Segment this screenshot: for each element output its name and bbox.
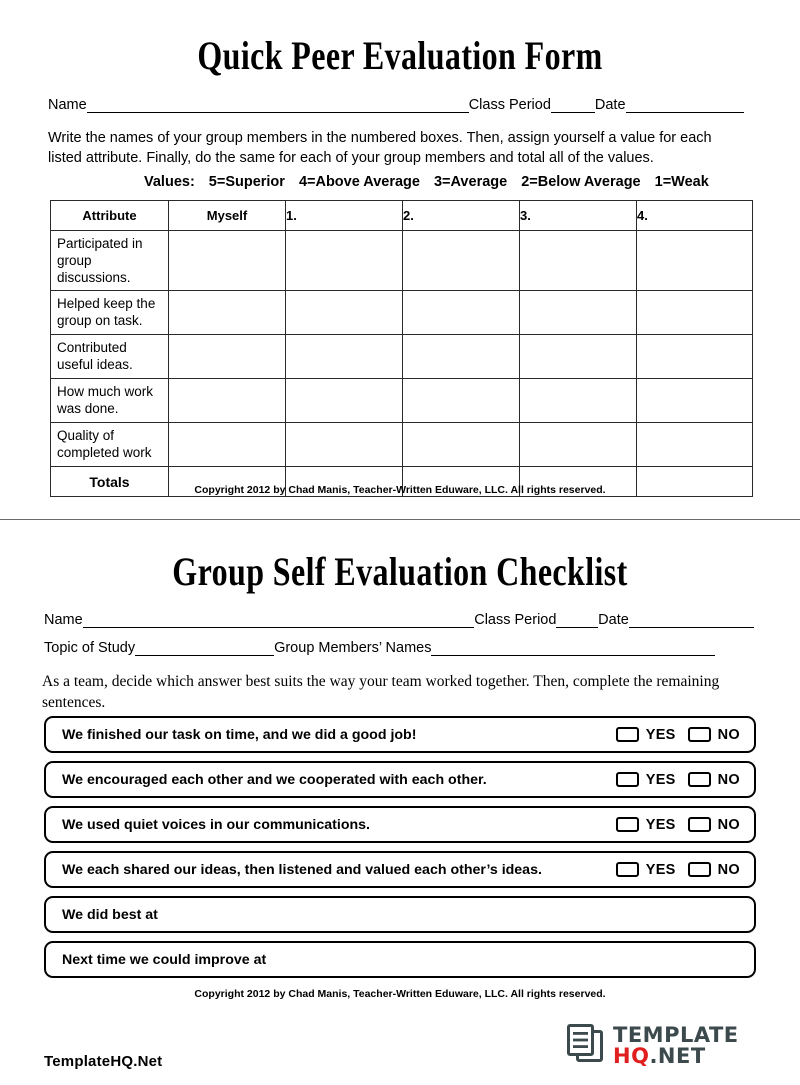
yes-no-group <box>616 817 740 833</box>
class-period-input-line-1[interactable] <box>551 99 595 113</box>
topic-field-row <box>44 641 754 656</box>
checklist-item-text: We finished our task on time, and we did a good job! <box>62 726 417 743</box>
page-title-peer-evaluation: Quick Peer Evaluation Form <box>197 33 603 78</box>
date-label-2: Date <box>598 612 629 628</box>
value-item-4: 4=Above Average <box>298 174 420 190</box>
score-cell-member1-5[interactable] <box>286 423 403 467</box>
col-header-myself: Myself <box>169 201 286 231</box>
checklist-item[interactable] <box>44 716 756 753</box>
table-row <box>51 423 753 467</box>
score-cell-member2-3[interactable] <box>403 335 520 379</box>
copyright-notice-1: Copyright 2012 by Chad Manis, Teacher-Written Eduware, LLC. All rights reserved. <box>194 484 606 496</box>
score-cell-member3-5[interactable] <box>520 423 637 467</box>
values-legend-label: Values: <box>144 174 195 190</box>
logo-line-template: TEMPLATE <box>613 1022 739 1047</box>
no-checkbox[interactable] <box>688 772 711 787</box>
section-divider <box>0 519 800 520</box>
name-field-row-1 <box>48 98 752 113</box>
checklist-item[interactable] <box>44 851 756 888</box>
score-cell-member2-4[interactable] <box>403 379 520 423</box>
score-cell-myself-2[interactable] <box>169 291 286 335</box>
checklist-item-open-response[interactable] <box>44 896 756 933</box>
no-label: NO <box>717 816 740 833</box>
date-label-1: Date <box>594 97 626 113</box>
no-label: NO <box>717 771 740 788</box>
values-legend <box>144 174 723 190</box>
name-field-row-2 <box>44 613 754 628</box>
attribute-label-2: Helped keep the group on task. <box>51 291 169 335</box>
checklist-item-text: We used quiet voices in our communications. <box>62 816 370 833</box>
instructions-group-self-evaluation: As a team, decide which answer best suits the way your team worked together. Then, complete the remaining sentences. <box>42 673 720 711</box>
yes-label: YES <box>645 771 676 788</box>
score-cell-member1-4[interactable] <box>286 379 403 423</box>
page-title-group-self-evaluation: Group Self Evaluation Checklist <box>172 549 628 594</box>
yes-checkbox[interactable] <box>616 727 639 742</box>
table-row <box>51 231 753 291</box>
logo-wordmark <box>613 1022 739 1068</box>
name-label-1: Name <box>48 97 87 113</box>
yes-label: YES <box>645 816 676 833</box>
attribute-label-4: How much work was done. <box>51 379 169 423</box>
score-cell-member2-1[interactable] <box>403 231 520 291</box>
score-cell-member3-1[interactable] <box>520 231 637 291</box>
no-label: NO <box>717 861 740 878</box>
score-cell-member2-2[interactable] <box>403 291 520 335</box>
checklist-item[interactable] <box>44 761 756 798</box>
topic-of-study-label: Topic of Study <box>44 640 136 656</box>
class-period-label-2: Class Period <box>474 612 557 628</box>
name-label-2: Name <box>44 612 83 628</box>
logo-line-net: .NET <box>649 1043 706 1068</box>
class-period-label-1: Class Period <box>468 97 551 113</box>
table-row <box>51 379 753 423</box>
date-input-line-2[interactable] <box>629 614 754 628</box>
attribute-label-5: Quality of completed work <box>51 423 169 467</box>
value-item-3: 3=Average <box>433 174 508 190</box>
col-header-member-2: 2. <box>403 201 520 231</box>
score-cell-member1-1[interactable] <box>286 231 403 291</box>
attribute-label-3: Contributed useful ideas. <box>51 335 169 379</box>
totals-label: Totals <box>51 467 169 497</box>
group-members-names-label: Group Members’ Names <box>274 640 432 656</box>
instructions-peer-evaluation: Write the names of your group members in the numbered boxes. Then, assign yourself a value for each listed attribute. Finally, do the same for each of your group members and total all of the values. <box>48 130 712 166</box>
score-cell-member2-5[interactable] <box>403 423 520 467</box>
name-input-line-1[interactable] <box>87 99 469 113</box>
table-row <box>51 291 753 335</box>
no-label: NO <box>717 726 740 743</box>
checklist <box>44 716 756 986</box>
class-period-input-line-2[interactable] <box>556 614 598 628</box>
attribute-label-1: Participated in group discussions. <box>51 231 169 291</box>
checklist-item-text: Next time we could improve at <box>62 951 267 968</box>
table-header-row <box>51 201 753 231</box>
group-members-names-input-line[interactable] <box>431 642 715 656</box>
no-checkbox[interactable] <box>688 817 711 832</box>
table-row <box>51 335 753 379</box>
yes-checkbox[interactable] <box>616 817 639 832</box>
score-cell-member4-2[interactable] <box>637 291 753 335</box>
footer-brand-text: TemplateHQ.Net <box>44 1053 163 1070</box>
name-input-line-2[interactable] <box>83 614 475 628</box>
col-header-member-4: 4. <box>637 201 753 231</box>
yes-label: YES <box>645 726 676 743</box>
score-cell-member1-2[interactable] <box>286 291 403 335</box>
yes-no-group <box>616 862 740 878</box>
score-cell-member3-2[interactable] <box>520 291 637 335</box>
score-cell-member4-5[interactable] <box>637 423 753 467</box>
score-cell-member3-3[interactable] <box>520 335 637 379</box>
checklist-item-text: We each shared our ideas, then listened and valued each other’s ideas. <box>62 861 542 878</box>
col-header-member-3: 3. <box>520 201 637 231</box>
score-cell-myself-5[interactable] <box>169 423 286 467</box>
value-item-1: 1=Weak <box>654 174 709 190</box>
yes-no-group <box>616 772 740 788</box>
yes-label: YES <box>645 861 676 878</box>
value-item-5: 5=Superior <box>208 174 285 190</box>
logo-line-hq: HQ <box>613 1043 650 1068</box>
score-cell-myself-3[interactable] <box>169 335 286 379</box>
score-cell-myself-1[interactable] <box>169 231 286 291</box>
value-item-2: 2=Below Average <box>521 174 641 190</box>
checklist-item-text: We did best at <box>62 906 158 923</box>
score-cell-member4-1[interactable] <box>637 231 753 291</box>
no-checkbox[interactable] <box>688 727 711 742</box>
date-input-line-1[interactable] <box>626 99 744 113</box>
score-cell-member1-3[interactable] <box>286 335 403 379</box>
peer-evaluation-table <box>50 200 753 497</box>
yes-checkbox[interactable] <box>616 772 639 787</box>
col-header-member-1: 1. <box>286 201 403 231</box>
yes-no-group <box>616 727 740 743</box>
col-header-attribute: Attribute <box>51 201 169 231</box>
score-cell-member4-3[interactable] <box>637 335 753 379</box>
checklist-item-text: We encouraged each other and we cooperated with each other. <box>62 771 487 788</box>
topic-of-study-input-line[interactable] <box>135 642 274 656</box>
checklist-item[interactable] <box>44 806 756 843</box>
templatehq-logo[interactable] <box>565 1022 739 1069</box>
score-cell-myself-4[interactable] <box>169 379 286 423</box>
documents-icon <box>565 1022 605 1069</box>
no-checkbox[interactable] <box>688 862 711 877</box>
yes-checkbox[interactable] <box>616 862 639 877</box>
copyright-notice-2: Copyright 2012 by Chad Manis, Teacher-Written Eduware, LLC. All rights reserved. <box>194 988 606 1000</box>
score-cell-member3-4[interactable] <box>520 379 637 423</box>
score-cell-member4-4[interactable] <box>637 379 753 423</box>
checklist-item-open-response[interactable] <box>44 941 756 978</box>
